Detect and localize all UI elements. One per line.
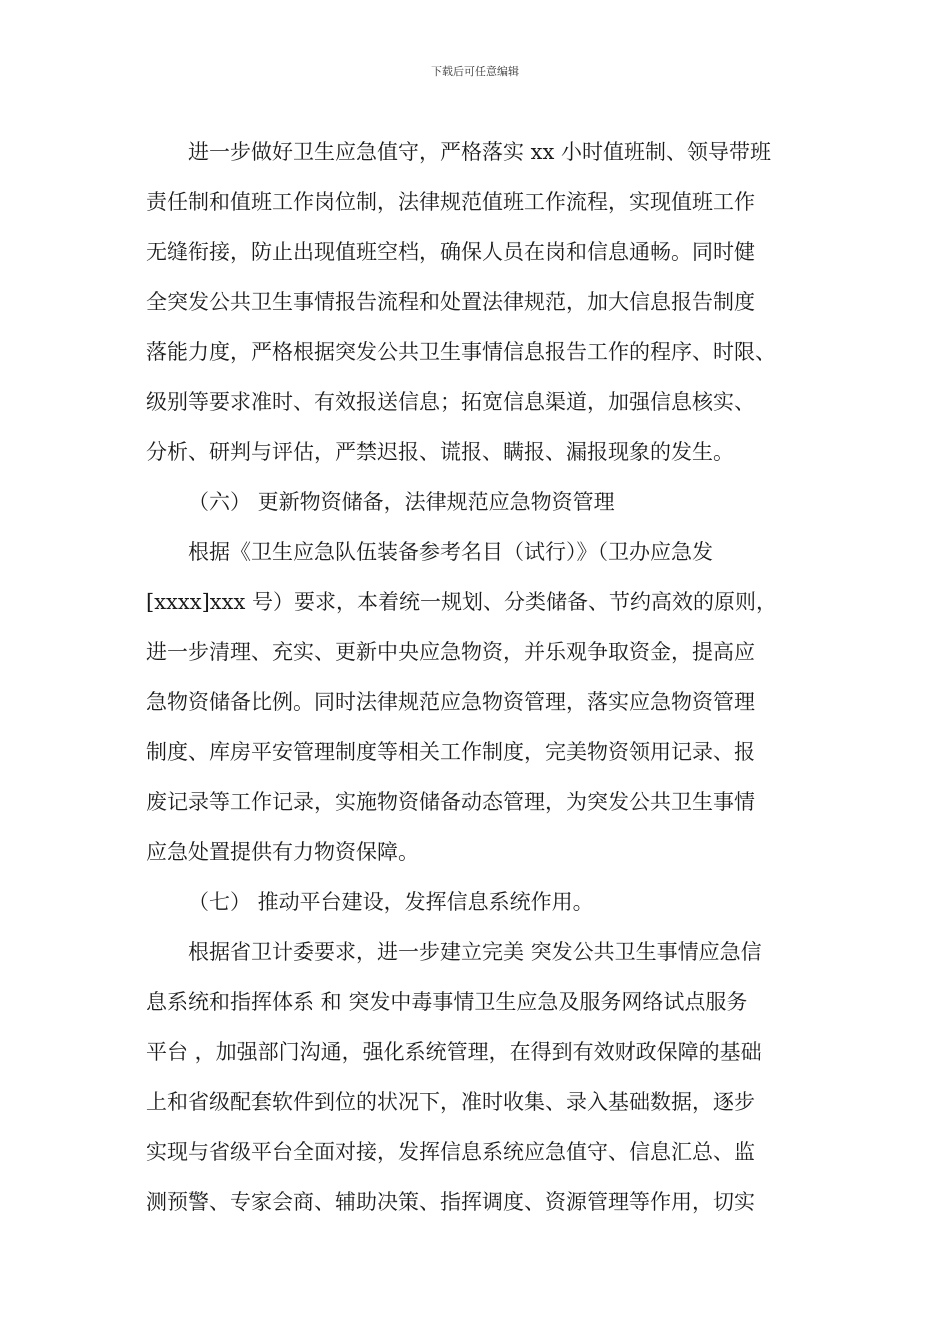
text-line: 应急处置提供有力物资保障。	[146, 840, 419, 864]
text-line: 级别等要求准时、有效报送信息；拓宽信息渠道，加强信息核实、	[146, 390, 755, 414]
text-line: 落能力度，严格根据突发公共卫生事情信息报告工作的程序、时限、	[146, 340, 776, 364]
page-header: 下载后可任意编辑	[431, 65, 519, 78]
text-line: 急物资储备比例。同时法律规范应急物资管理，落实应急物资管理	[146, 690, 755, 714]
text-line: 无缝衔接，防止出现值班空档，确保人员在岗和信息通畅。同时健	[146, 240, 755, 264]
text-line: 实现与省级平台全面对接，发挥信息系统应急值守、信息汇总、监	[146, 1140, 755, 1164]
text-line: 废记录等工作记录，实施物资储备动态管理，为突发公共卫生事情	[146, 790, 755, 814]
document-body	[146, 127, 826, 1227]
text-line: 全突发公共卫生事情报告流程和处置法律规范，加大信息报告制度	[146, 290, 755, 314]
text-line: [xxxx]xxx 号）要求，本着统一规划、分类储备、节约高效的原则，	[146, 590, 777, 614]
section-heading: （六） 更新物资储备，法律规范应急物资管理	[188, 490, 615, 514]
text-line: 息系统和指挥体系 和 突发中毒事情卫生应急及服务网络试点服务	[146, 990, 748, 1014]
text-line: 上和省级配套软件到位的状况下，准时收集、录入基础数据，逐步	[146, 1090, 755, 1114]
text-line: 根据《卫生应急队伍装备参考名目（试行）》（卫办应急发	[188, 540, 713, 564]
text-line: 平台 ，加强部门沟通，强化系统管理，在得到有效财政保障的基础	[146, 1040, 762, 1064]
text-line: 分析、研判与评估，严禁迟报、谎报、瞒报、漏报现象的发生。	[146, 440, 734, 464]
text-line: 进一步清理、充实、更新中央应急物资，并乐观争取资金，提高应	[146, 640, 755, 664]
text-line: 根据省卫计委要求，进一步建立完美 突发公共卫生事情应急信	[188, 940, 762, 964]
text-line: 进一步做好卫生应急值守，严格落实 xx 小时值班制、领导带班	[188, 140, 772, 164]
text-line: 制度、库房平安管理制度等相关工作制度，完美物资领用记录、报	[146, 740, 755, 764]
section-heading: （七） 推动平台建设，发挥信息系统作用。	[188, 890, 594, 914]
text-line: 测预警、专家会商、辅助决策、指挥调度、资源管理等作用，切实	[146, 1190, 755, 1214]
text-line: 责任制和值班工作岗位制，法律规范值班工作流程，实现值班工作	[146, 190, 755, 214]
